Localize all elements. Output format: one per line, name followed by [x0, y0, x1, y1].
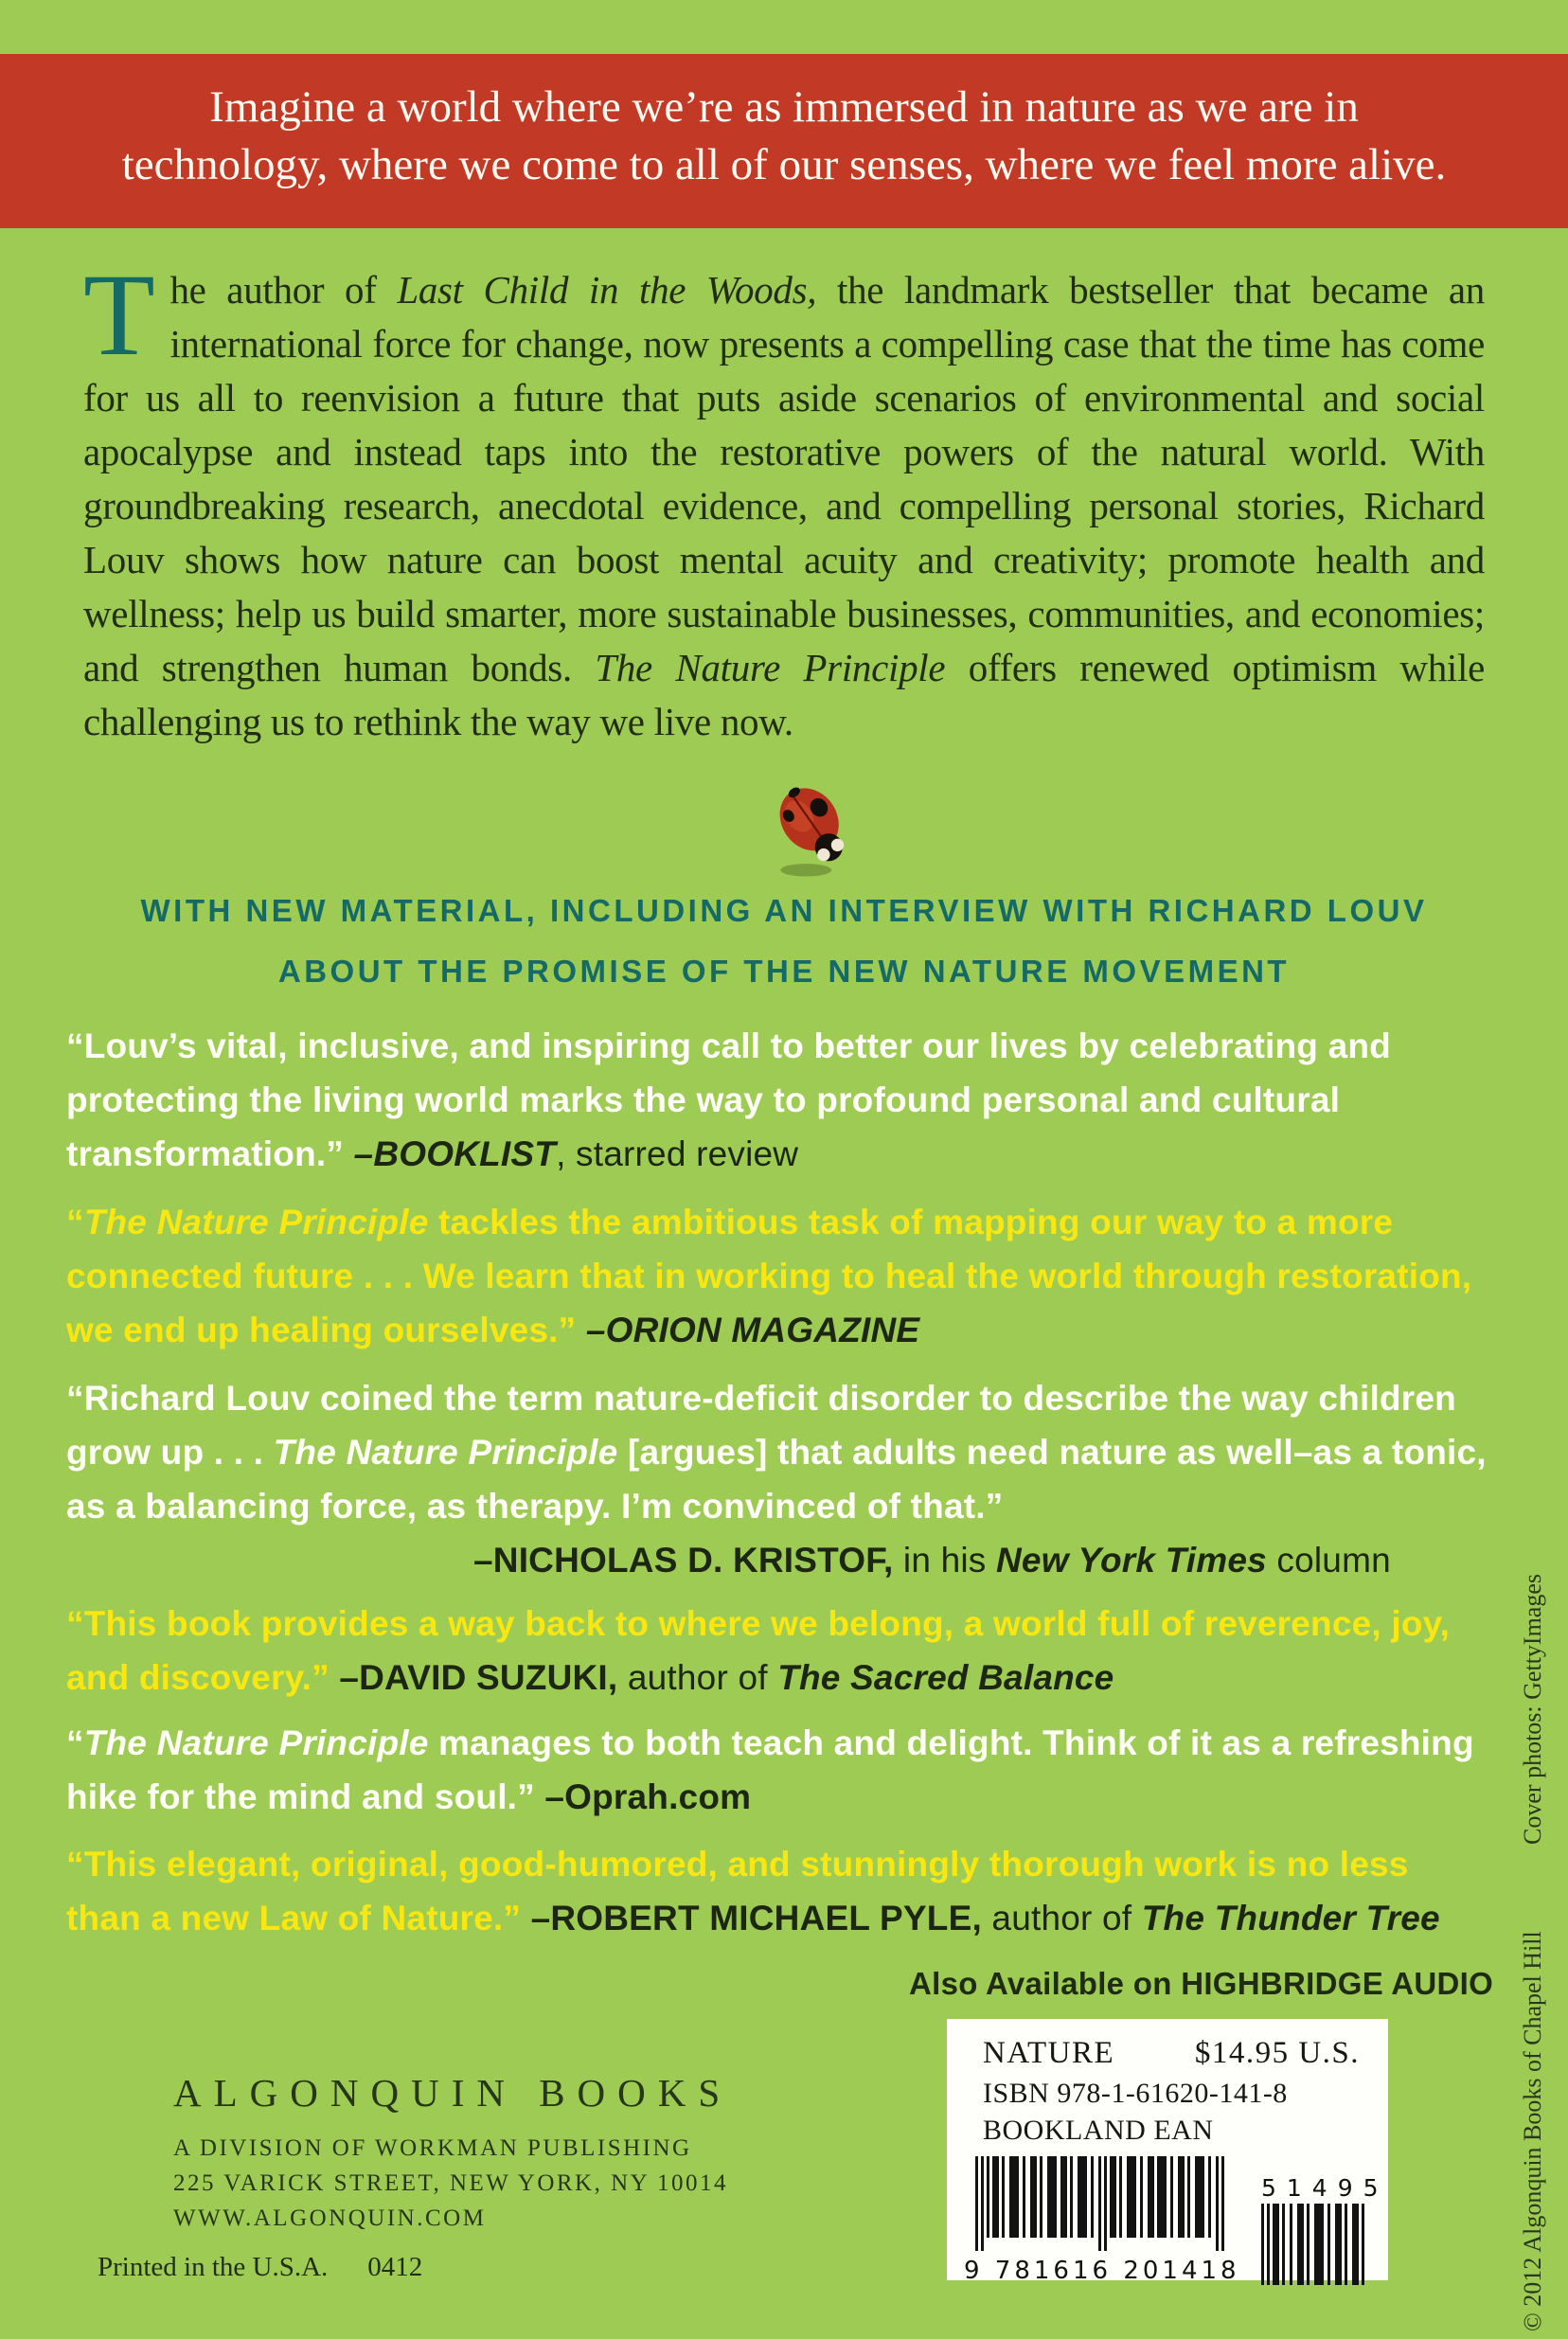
quote-book-title-attr: The Sacred Balance	[777, 1658, 1114, 1697]
intro-text: he author of	[169, 268, 398, 312]
photo-credit: Cover photos: GettyImages	[1519, 1574, 1546, 1845]
audio-availability-note: Also Available on HIGHBRIDGE AUDIO	[909, 1966, 1494, 2001]
quote-pyle	[66, 1837, 1491, 1945]
supplement-barcode-icon	[1261, 2204, 1367, 2285]
ladybug-icon	[759, 775, 865, 881]
quote-attribution-note: author of	[981, 1899, 1142, 1937]
quote-kristof	[66, 1371, 1491, 1587]
new-material-heading	[0, 881, 1568, 1002]
isbn-number: ISBN 978-1-61620-141-8	[983, 2078, 1288, 2109]
quote-book-title-attr: The Thunder Tree	[1141, 1899, 1440, 1937]
barcode-icon	[975, 2156, 1227, 2251]
spine-credits	[1517, 1574, 1549, 2331]
publisher-block	[173, 2070, 732, 2236]
quote-attribution-note: column	[1266, 1541, 1391, 1580]
heading-line-1: WITH NEW MATERIAL, INCLUDING AN INTERVIEW WITH RICHARD LOUV	[140, 893, 1428, 928]
print-code: 0412	[367, 2252, 423, 2282]
quote-open: “	[66, 1723, 84, 1762]
quote-oprah	[66, 1716, 1491, 1824]
quote-text: manages to both teach and delight. Think of it as a refreshing hike for the mind and soul.”	[66, 1723, 1474, 1816]
quote-attribution: –Oprah.com	[544, 1777, 752, 1816]
quote-attribution: –NICHOLAS D. KRISTOF,	[473, 1541, 894, 1580]
barcode-main	[964, 2156, 1240, 2285]
printed-line	[98, 2252, 422, 2283]
isbn-box-header	[947, 2019, 1388, 2071]
barcode-supplement	[1261, 2174, 1389, 2285]
quote-text: “Louv’s vital, inclusive, and inspiring call to better our lives by celebrating and protecting the living world marks the way to profound personal and cultural transformation.”	[66, 1027, 1391, 1173]
publisher-name: ALGONQUIN BOOKS	[173, 2071, 733, 2115]
bookland-ean-label: BOOKLAND EAN	[983, 2115, 1214, 2146]
quote-attribution-note: in his	[893, 1541, 996, 1580]
intro-text: offers renewed optimism while challenging us to rethink the way we live now.	[83, 646, 1485, 743]
quote-text: “This elegant, original, good-humored, and stunningly thorough work is no less than a new Law of Nature.”	[66, 1845, 1409, 1937]
quote-attribution: –ORION MAGAZINE	[585, 1311, 920, 1349]
quote-text: [argues] that adults need nature as well–as a tonic, as a balancing force, as therapy. I’m convinced of that.”	[66, 1433, 1487, 1526]
printed-in-usa: Printed in the U.S.A.	[98, 2252, 329, 2282]
quote-book-title: The Nature Principle	[83, 1723, 429, 1762]
quote-attribution: –BOOKLIST	[353, 1134, 557, 1173]
quote-attribution: –ROBERT MICHAEL PYLE,	[530, 1899, 982, 1937]
barcode-digits: 9 781616 201418	[964, 2257, 1240, 2285]
copyright-notice: © 2012 Algonquin Books of Chapel Hill	[1519, 1931, 1546, 2331]
tagline-banner	[0, 54, 1568, 228]
intro-paragraph	[83, 250, 1485, 749]
quote-attribution-line	[66, 1533, 1491, 1587]
tagline-line-1: Imagine a world where we’re as immersed in nature as we are in	[209, 82, 1359, 132]
quote-text: tackles the ambitious task of mapping our way to a more connected future . . . We learn that in working to heal the world through restoration, we end up healing ourselves.”	[66, 1203, 1472, 1349]
quote-book-title: The Nature Principle	[83, 1203, 429, 1241]
quote-suzuki	[66, 1597, 1491, 1705]
book-title-italic: Last Child in the Woods,	[397, 268, 817, 312]
publisher-address: 225 VARICK STREET, NEW YORK, NY 10014	[173, 2170, 729, 2196]
book-title-italic: The Nature Principle	[595, 646, 946, 689]
heading-line-2: ABOUT THE PROMISE OF THE NEW NATURE MOVEMENT	[277, 954, 1291, 989]
category-label: NATURE	[983, 2036, 1115, 2070]
tagline-line-2: technology, where we come to all of our senses, where we feel more alive.	[121, 140, 1447, 189]
drop-cap: T	[83, 250, 155, 380]
quote-open: “	[66, 1203, 84, 1241]
quote-text: “Richard Louv coined the term nature-deficit disorder to describe the way children grow up . . .	[66, 1379, 1456, 1472]
quote-orion	[66, 1195, 1491, 1357]
publisher-division: A DIVISION OF WORKMAN PUBLISHING	[173, 2135, 692, 2161]
quote-text: “This book provides a way back to where we belong, a world full of reverence, joy, and discovery.”	[66, 1604, 1451, 1697]
intro-text: the landmark bestseller that became an international force for change, now presents a compelling case that the time has come for us all to reenvision a future that puts aside scenarios of environmental and social apocalypse and instead taps into the restorative powers of the natural world. With groundbreaking research, anecdotal evidence, and compelling personal stories, Richard Louv shows how nature can boost mental acuity and creativity; promote health and wellness; help us build smarter, more sustainable businesses, communities, and economies; and strengthen human bonds.	[83, 268, 1485, 689]
isbn-box	[947, 2019, 1389, 2285]
barcode-area	[947, 2156, 1388, 2285]
quote-attribution-note: author of	[617, 1658, 778, 1697]
supplement-digits: 51495	[1261, 2174, 1389, 2202]
price-label: $14.95 U.S.	[1194, 2036, 1360, 2070]
quote-book-title: The Nature Principle	[273, 1433, 618, 1472]
quote-booklist	[66, 1019, 1491, 1181]
quote-publication-title: New York Times	[996, 1541, 1267, 1580]
publisher-details	[173, 2131, 732, 2236]
quote-attribution: –DAVID SUZUKI,	[339, 1658, 618, 1697]
quote-attribution-note: , starred review	[556, 1134, 799, 1173]
publisher-website: WWW.ALGONQUIN.COM	[173, 2205, 487, 2231]
